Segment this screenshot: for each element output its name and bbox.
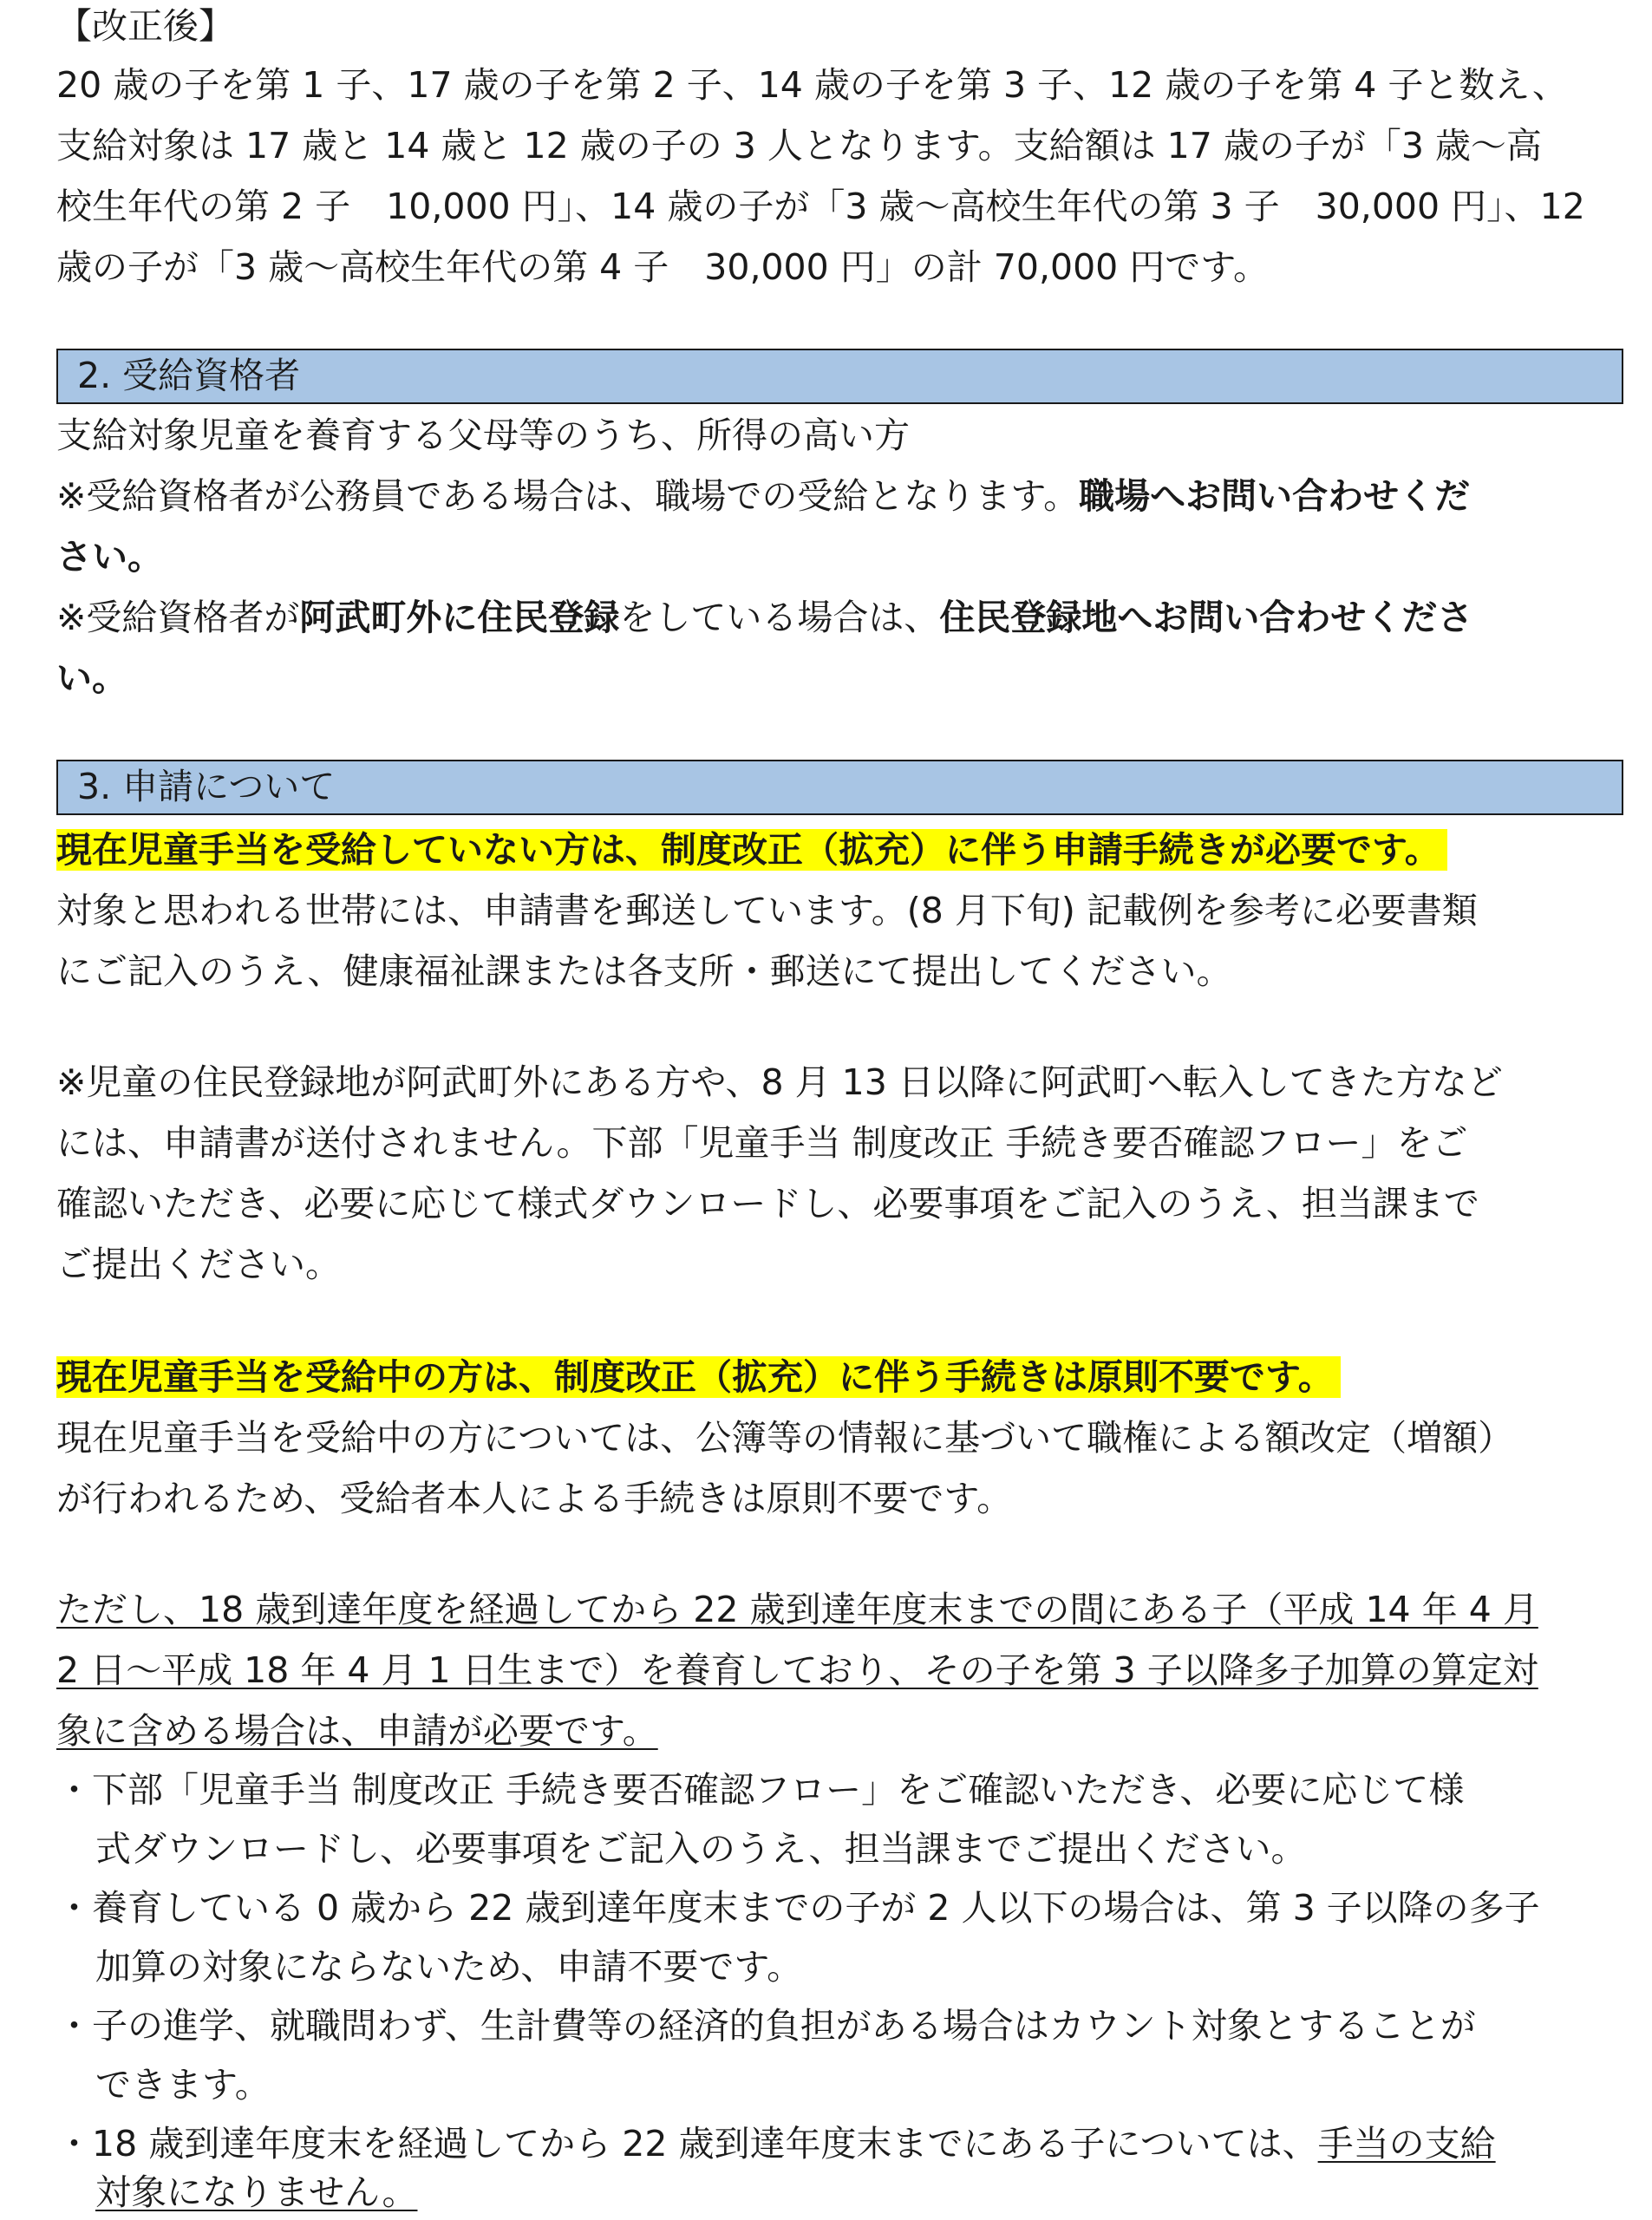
not-mailed-note-line-3: 確認いただき、必要に応じて様式ダウンロードし、必要事項をご記入のうえ、担当課まで — [56, 1183, 1479, 1224]
bullet-2-line-1: ・養育している 0 歳から 22 歳到達年度末までの子が 2 人以下の場合は、第 3 子以降の多子 — [56, 1887, 1540, 1929]
bullet-4-line-2: 対象になりません。 — [95, 2171, 418, 2213]
current-recipient-line-1: 現在児童手当を受給中の方については、公簿等の情報に基づいて職権による額改定（増額） — [56, 1417, 1514, 1459]
after-revision-line-1: 20 歳の子を第 1 子、17 歳の子を第 2 子、14 歳の子を第 3 子、12 歳の子を第 4 子と数え、 — [56, 64, 1568, 106]
after-revision-line-3: 校生年代の第 2 子 10,000 円」、14 歳の子が「3 歳～高校生年代の第 3 子 30,000 円」、12 — [56, 186, 1585, 227]
exception-line-3: 象に含める場合は、申請が必要です。 — [56, 1710, 658, 1752]
application-para-line-1: 対象と思われる世帯には、申請書を郵送しています。(8 月下旬) 記載例を参考に必要書類 — [56, 890, 1478, 931]
bullet-4-line-1: ・18 歳到達年度末を経過してから 22 歳到達年度末までにある子については、手当の支給 — [56, 2123, 1496, 2164]
highlight-no-procedure: 現在児童手当を受給中の方は、制度改正（拡充）に伴う手続きは原則不要です。 — [56, 1353, 1341, 1401]
bullet-3-line-2: できます。 — [95, 2064, 271, 2106]
bullet-1-line-1: ・下部「児童手当 制度改正 手続き要否確認フロー」をご確認いただき、必要に応じて様 — [56, 1769, 1465, 1811]
not-mailed-note-line-2: には、申請書が送付されません。下部「児童手当 制度改正 手続き要否確認フロー」をご — [56, 1122, 1468, 1164]
bullet-2-line-2: 加算の対象にならないため、申請不要です。 — [95, 1946, 803, 1988]
civil-servant-note: ※受給資格者が公務員である場合は、職場での受給となります。職場へお問い合わせくだ — [56, 475, 1471, 517]
section-2-heading: 2. 受給資格者 — [56, 349, 1623, 404]
highlight-application-required: 現在児童手当を受給していない方は、制度改正（拡充）に伴う申請手続きが必要です。 — [56, 826, 1447, 874]
eligible-recipient-text: 支給対象児童を養育する父母等のうち、所得の高い方 — [56, 415, 910, 456]
bullet-3-line-1: ・子の進学、就職問わず、生計費等の経済的負担がある場合はカウント対象とすることが — [56, 2005, 1476, 2047]
application-para-line-2: にご記入のうえ、健康福祉課または各支所・郵送にて提出してください。 — [56, 950, 1232, 992]
after-revision-line-4: 歳の子が「3 歳～高校生年代の第 4 子 30,000 円」の計 70,000 円です。 — [56, 246, 1270, 288]
section-3-heading: 3. 申請について — [56, 760, 1623, 815]
not-mailed-note-line-1: ※児童の住民登録地が阿武町外にある方や、8 月 13 日以降に阿武町へ転入してきた方など — [56, 1061, 1503, 1103]
after-revision-line-2: 支給対象は 17 歳と 14 歳と 12 歳の子の 3 人となります。支給額は 17 歳の子が「3 歳～高 — [56, 125, 1542, 166]
exception-line-1: ただし、18 歳到達年度を経過してから 22 歳到達年度末までの間にある子（平成 14 年 4 月 — [56, 1589, 1538, 1630]
not-mailed-note-line-4: ご提出ください。 — [56, 1244, 341, 1285]
outside-resident-note-cont: い。 — [56, 657, 127, 699]
current-recipient-line-2: が行われるため、受給者本人による手続きは原則不要です。 — [56, 1478, 1013, 1519]
bullet-1-line-2: 式ダウンロードし、必要事項をご記入のうえ、担当課までご提出ください。 — [95, 1828, 1307, 1870]
outside-resident-note: ※受給資格者が阿武町外に住民登録をしている場合は、住民登録地へお問い合わせくださ — [56, 597, 1473, 638]
civil-servant-note-cont: さい。 — [56, 536, 163, 578]
exception-line-2: 2 日～平成 18 年 4 月 1 日生まで）を養育しており、その子を第 3 子以降多子加算の算定対 — [56, 1649, 1538, 1691]
revision-header: 【改正後】 — [56, 5, 234, 47]
